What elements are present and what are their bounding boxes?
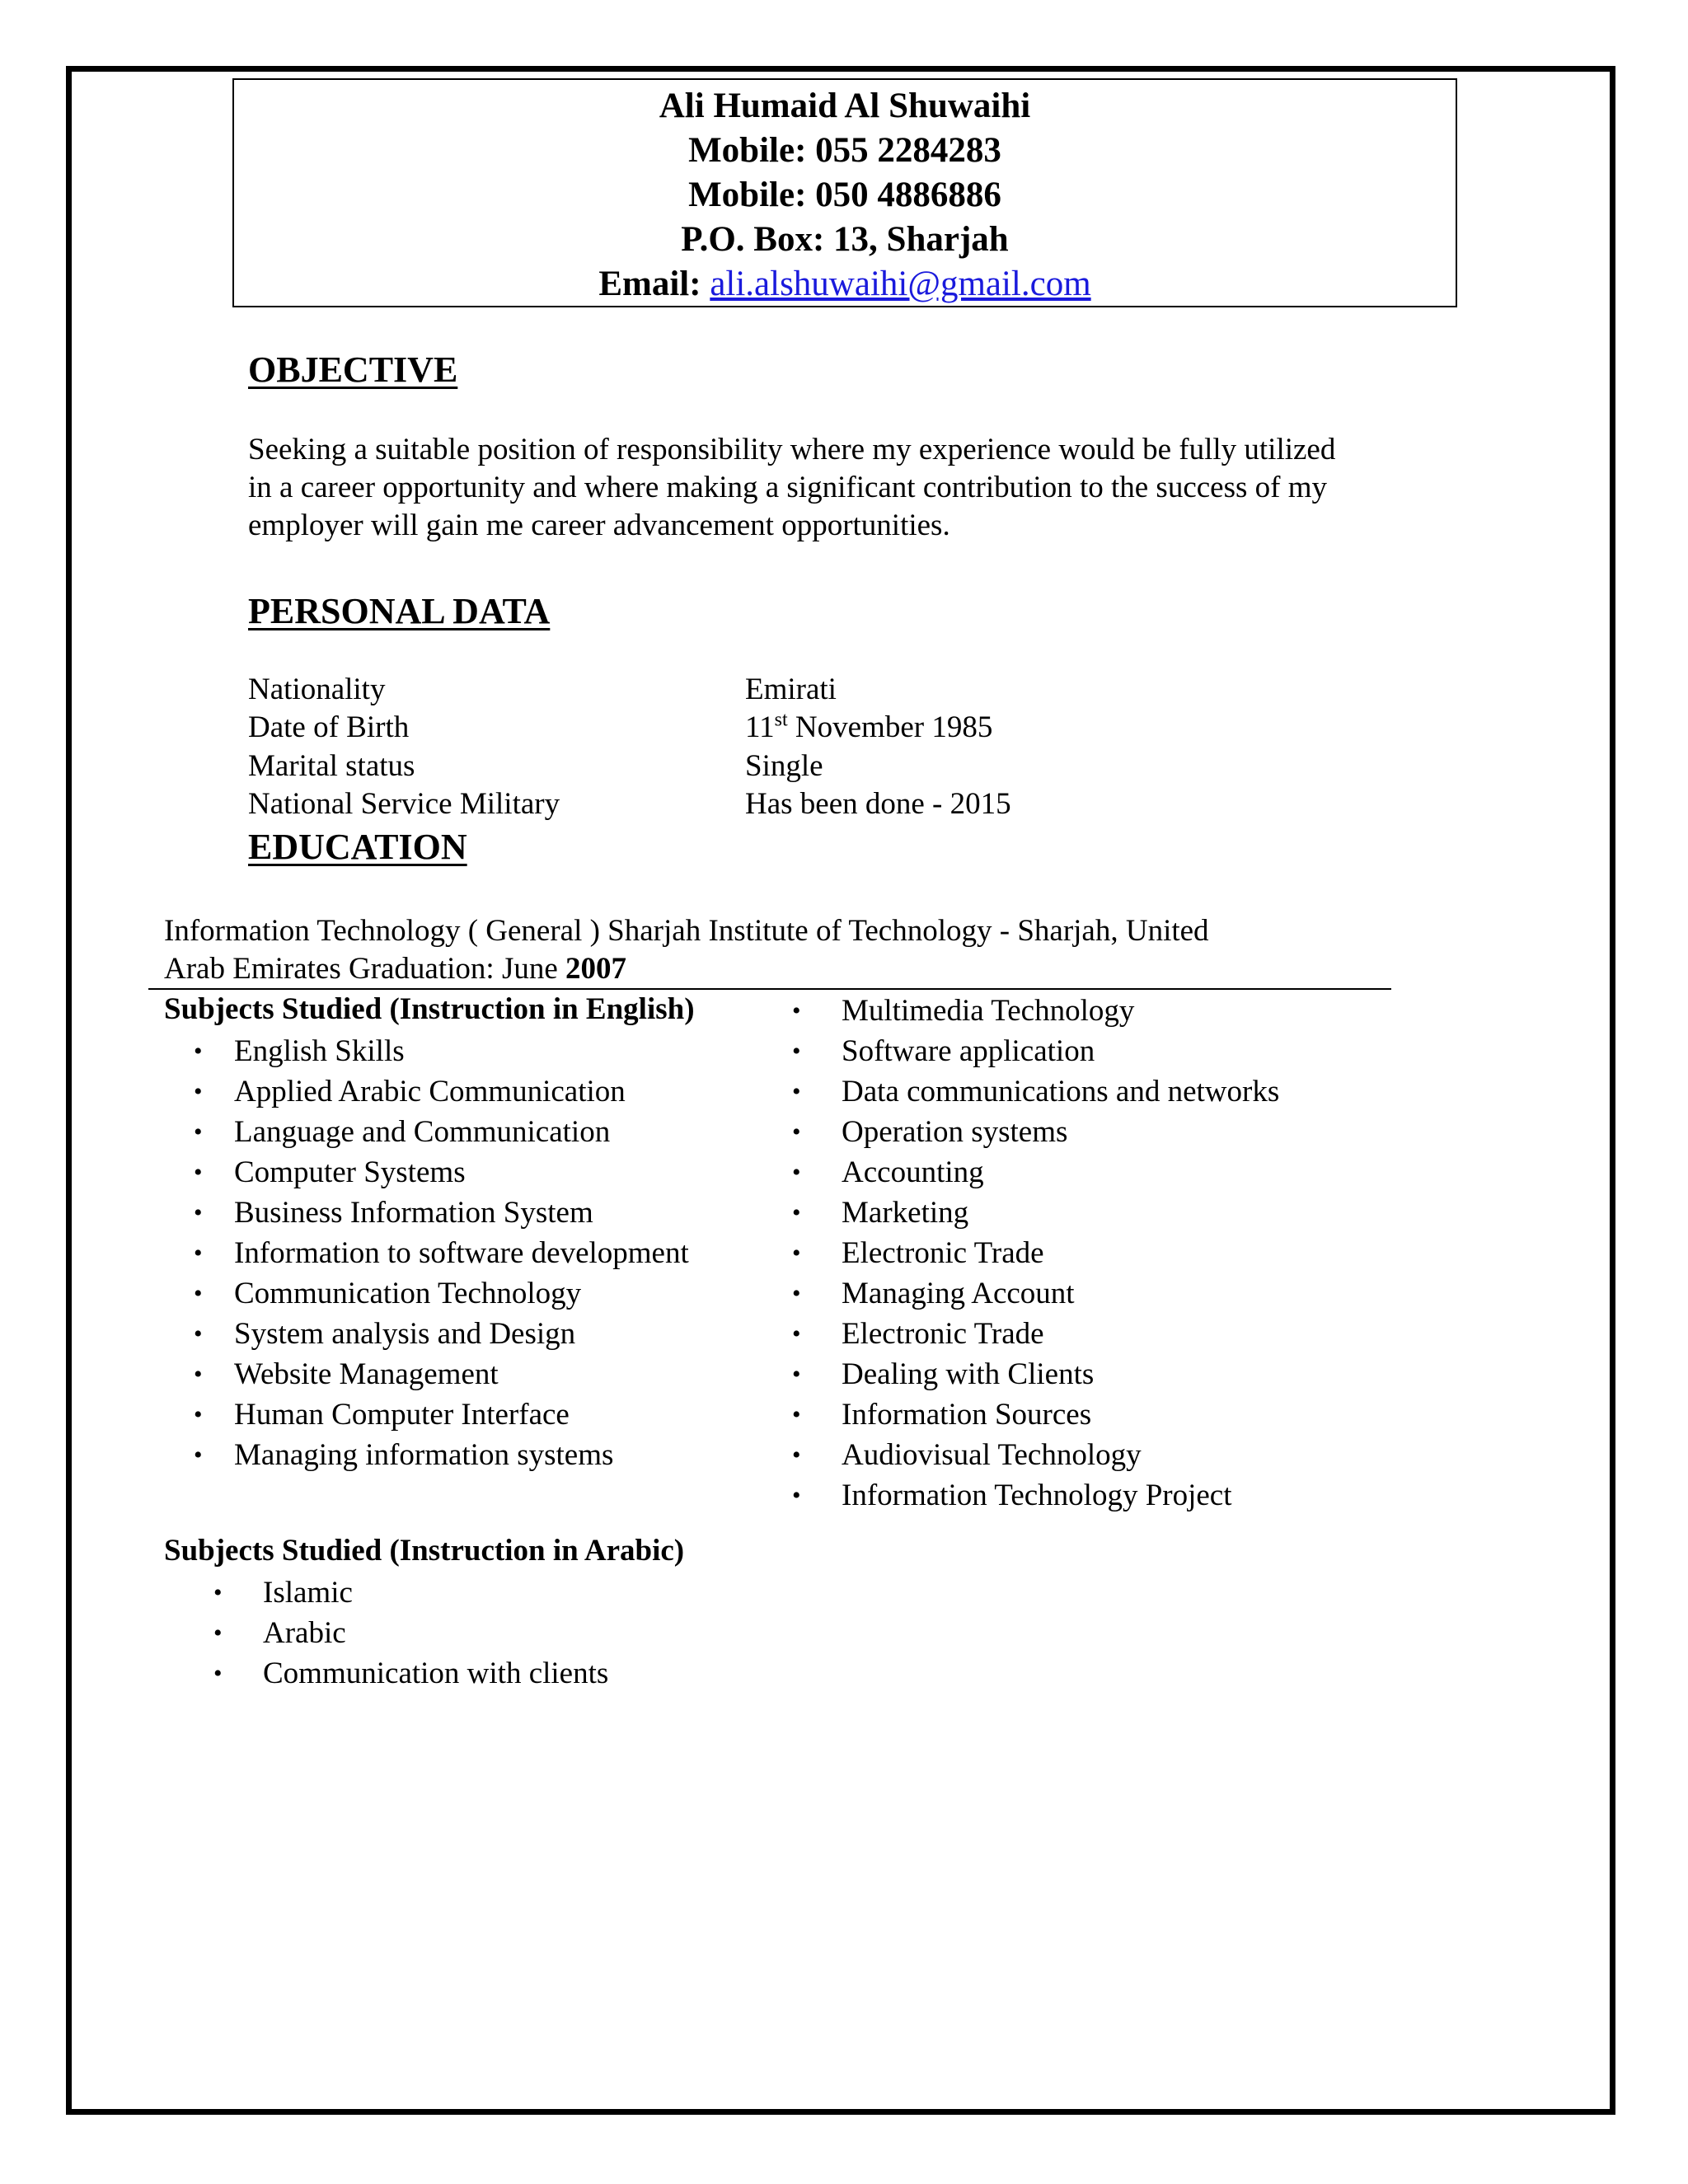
- list-item: • Marketing: [792, 1193, 1279, 1233]
- bullet-icon: •: [792, 1159, 801, 1186]
- bullet-icon: •: [194, 1280, 203, 1307]
- bullet-icon: •: [213, 1660, 223, 1687]
- graduation-text: Arab Emirates Graduation: June: [164, 952, 566, 986]
- bullet-icon: •: [194, 1159, 203, 1186]
- objective-line: employer will gain me career advancement opportunities.: [248, 509, 950, 542]
- list-item: • Applied Arabic Communication: [164, 1071, 689, 1112]
- list-item: • Managing information systems: [164, 1435, 689, 1475]
- bullet-icon: •: [792, 1078, 801, 1105]
- english-subjects-left: [164, 1031, 689, 1475]
- bullet-icon: •: [792, 997, 801, 1024]
- bullet-icon: •: [792, 1401, 801, 1428]
- list-item: • Operation systems: [792, 1112, 1279, 1152]
- dob-ordinal: st: [774, 709, 788, 731]
- list-item: • Computer Systems: [164, 1152, 689, 1193]
- arabic-subjects-heading: Subjects Studied (Instruction in Arabic): [164, 1534, 685, 1568]
- bullet-icon: •: [194, 1078, 203, 1105]
- personal-data-heading: PERSONAL DATA: [248, 591, 551, 631]
- objective-line: Seeking a suitable position of responsibility where my experience would be fully utilized: [248, 433, 1336, 466]
- bullet-icon: •: [792, 1118, 801, 1146]
- military-value: Has been done - 2015: [745, 787, 1011, 821]
- bullet-icon: •: [194, 1118, 203, 1146]
- list-item: • Audiovisual Technology: [792, 1435, 1279, 1475]
- mobile-1: Mobile: 055 2284283: [688, 131, 1001, 170]
- bullet-icon: •: [194, 1240, 203, 1267]
- bullet-icon: •: [194, 1038, 203, 1065]
- arabic-subjects-list: [164, 1572, 608, 1694]
- bullet-icon: •: [792, 1240, 801, 1267]
- list-item: • Business Information System: [164, 1193, 689, 1233]
- education-line-2: [164, 951, 626, 987]
- education-heading: EDUCATION: [248, 827, 467, 867]
- contact-header: [232, 78, 1457, 307]
- list-item: • Electronic Trade: [792, 1314, 1279, 1354]
- education-line-1: Information Technology ( General ) Sharjah Institute of Technology - Sharjah, United: [164, 914, 1209, 948]
- list-item: • Multimedia Technology: [792, 991, 1279, 1031]
- list-item: • Managing Account: [792, 1273, 1279, 1314]
- nationality-value: Emirati: [745, 673, 837, 706]
- objective-heading: OBJECTIVE: [248, 349, 458, 390]
- email-link[interactable]: ali.alshuwaihi@gmail.com: [710, 265, 1091, 303]
- dob-value: [745, 710, 992, 745]
- list-item: • Dealing with Clients: [792, 1354, 1279, 1394]
- list-item: • Information to software development: [164, 1233, 689, 1273]
- bullet-icon: •: [792, 1361, 801, 1388]
- email-line: [234, 262, 1456, 307]
- bullet-icon: •: [792, 1038, 801, 1065]
- bullet-icon: •: [792, 1320, 801, 1347]
- bullet-icon: •: [792, 1441, 801, 1469]
- mobile-2: Mobile: 050 4886886: [688, 176, 1001, 214]
- list-item: • Communication Technology: [164, 1273, 689, 1314]
- military-label: National Service Military: [248, 787, 560, 821]
- dob-label: Date of Birth: [248, 710, 410, 744]
- bullet-icon: •: [792, 1199, 801, 1226]
- list-item: • Information Sources: [792, 1394, 1279, 1435]
- bullet-icon: •: [792, 1280, 801, 1307]
- po-box: P.O. Box: 13, Sharjah: [681, 220, 1009, 259]
- list-item: • Information Technology Project: [792, 1475, 1279, 1516]
- bullet-icon: •: [194, 1199, 203, 1226]
- bullet-icon: •: [194, 1320, 203, 1347]
- bullet-icon: •: [213, 1579, 223, 1606]
- dob-day: 11: [745, 710, 775, 744]
- list-item: • Communication with clients: [164, 1653, 608, 1694]
- list-item: • System analysis and Design: [164, 1314, 689, 1354]
- list-item: • Language and Communication: [164, 1112, 689, 1152]
- dob-rest: November 1985: [787, 710, 993, 744]
- bullet-icon: •: [194, 1401, 203, 1428]
- list-item: • Website Management: [164, 1354, 689, 1394]
- nationality-label: Nationality: [248, 673, 386, 706]
- list-item: • Accounting: [792, 1152, 1279, 1193]
- candidate-name: Ali Humaid Al Shuwaihi: [659, 87, 1031, 125]
- bullet-icon: •: [194, 1361, 203, 1388]
- list-item: • Software application: [792, 1031, 1279, 1071]
- objective-text: [248, 431, 1443, 545]
- list-item: • Arabic: [164, 1613, 608, 1653]
- bullet-icon: •: [213, 1619, 223, 1647]
- english-subjects-heading: Subjects Studied (Instruction in English): [164, 992, 695, 1026]
- bullet-icon: •: [792, 1482, 801, 1509]
- list-item: • English Skills: [164, 1031, 689, 1071]
- list-item: • Electronic Trade: [792, 1233, 1279, 1273]
- education-divider: [148, 988, 1391, 990]
- marital-label: Marital status: [248, 749, 415, 783]
- graduation-year: 2007: [565, 952, 627, 986]
- english-subjects-right: [792, 991, 1279, 1516]
- bullet-icon: •: [194, 1441, 203, 1469]
- list-item: • Human Computer Interface: [164, 1394, 689, 1435]
- objective-line: in a career opportunity and where making a significant contribution to the success of my: [248, 471, 1328, 504]
- email-label: Email:: [598, 265, 701, 303]
- marital-value: Single: [745, 749, 823, 783]
- list-item: • Data communications and networks: [792, 1071, 1279, 1112]
- list-item: • Islamic: [164, 1572, 608, 1613]
